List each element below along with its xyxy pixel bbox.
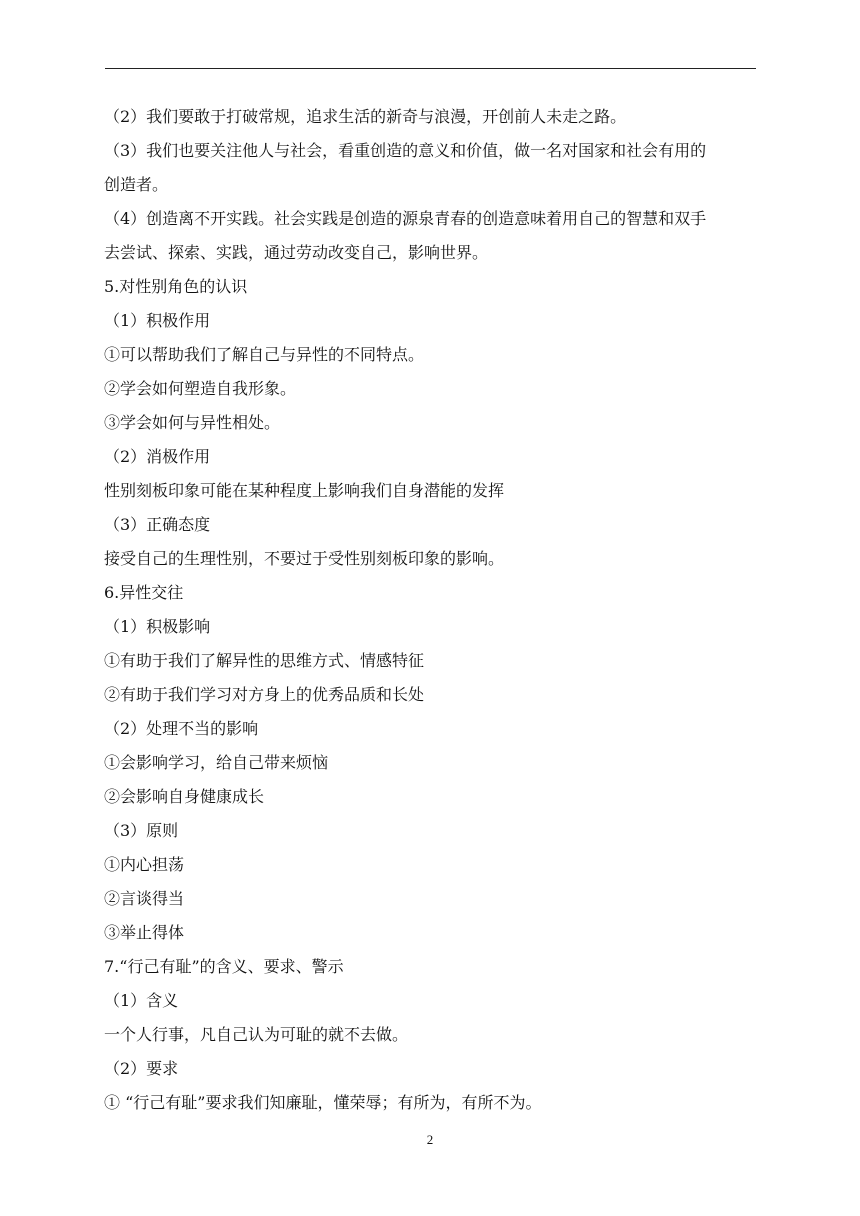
- subheading: （3）正确态度: [104, 515, 211, 534]
- list-item: ②学会如何塑造自我形象。: [104, 379, 297, 398]
- subheading: （2）处理不当的影响: [104, 719, 259, 738]
- section-heading: 5.对性别角色的认识: [104, 277, 248, 296]
- text-line: （2）我们要敢于打破常规，追求生活的新奇与浪漫，开创前人未走之路。: [104, 107, 627, 126]
- list-item: ①可以帮助我们了解自己与异性的不同特点。: [104, 345, 425, 364]
- list-item: ③学会如何与异性相处。: [104, 413, 281, 432]
- list-item: ②有助于我们学习对方身上的优秀品质和长处: [104, 685, 425, 704]
- subheading: （2）要求: [104, 1059, 179, 1078]
- list-item: ①会影响学习，给自己带来烦恼: [104, 753, 329, 772]
- text-line: 接受自己的生理性别，不要过于受性别刻板印象的影响。: [104, 549, 505, 568]
- subheading: （1）含义: [104, 991, 179, 1010]
- list-item: ① “行己有耻”要求我们知廉耻，懂荣辱；有所为，有所不为。: [104, 1093, 542, 1112]
- document-body: [104, 100, 758, 1120]
- section-heading: 6.异性交往: [104, 583, 184, 602]
- header-rule: [105, 68, 756, 69]
- subheading: （3）原则: [104, 821, 179, 840]
- page-number: 2: [426, 1132, 434, 1147]
- list-item: ②会影响自身健康成长: [104, 787, 265, 806]
- subheading: （1）积极作用: [104, 311, 211, 330]
- text-line: 创造者。: [104, 175, 169, 194]
- section-heading: 7.“行己有耻”的含义、要求、警示: [104, 957, 344, 976]
- list-item: ③举止得体: [104, 923, 185, 942]
- text-line: 去尝试、探索、实践，通过劳动改变自己，影响世界。: [104, 243, 489, 262]
- subheading: （2）消极作用: [104, 447, 211, 466]
- subheading: （1）积极影响: [104, 617, 211, 636]
- text-line: （3）我们也要关注他人与社会，看重创造的意义和价值，做一名对国家和社会有用的: [104, 141, 707, 160]
- list-item: ①有助于我们了解异性的思维方式、情感特征: [104, 651, 425, 670]
- list-item: ②言谈得当: [104, 889, 185, 908]
- text-line: （4）创造离不开实践。社会实践是创造的源泉青春的创造意味着用自己的智慧和双手: [104, 209, 707, 228]
- list-item: ①内心担荡: [104, 855, 185, 874]
- text-line: 性别刻板印象可能在某种程度上影响我们自身潜能的发挥: [104, 481, 505, 500]
- text-line: 一个人行事，凡自己认为可耻的就不去做。: [104, 1025, 409, 1044]
